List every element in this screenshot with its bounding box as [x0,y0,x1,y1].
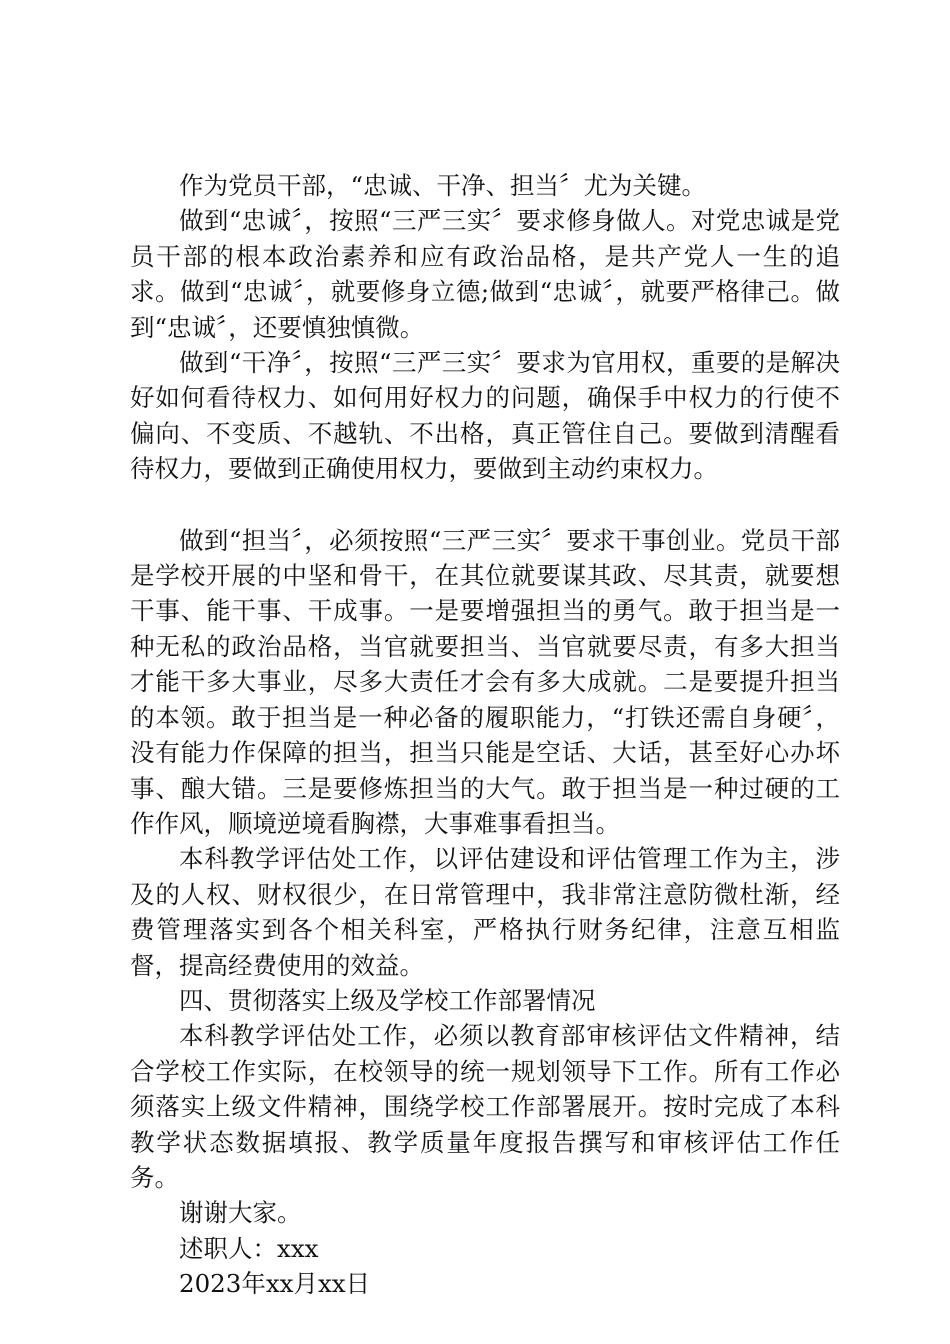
closing-date: 2023年xx月xx日 [179,1269,371,1299]
closing-signer: 述职人：xxx [179,1233,319,1263]
paragraph-responsibility: 做到“担当〞，必须按照“三严三实〞要求干事创业。党员干部是学校开展的中坚和骨干，在其位就要谋其政、尽其责，就要想干事、能干事、干成事。一是要增强担当的勇气。敢于担当是一种无私的政治品格，当官就要担当、当官就要尽责，有多大担当才能干多大事业，尽多大责任才会有多大成就。二是要提升担当的本领。敢于担当是一种必备的履职能力，“打铁还需自身硬〞，没有能力作保障的担当，担当只能是空话、大话，甚至好心办坏事、酿大错。三是要修炼担当的大气。敢于担当是一种过硬的工作作风，顺境逆境看胸襟，大事难事看担当。 [130,525,840,838]
paragraph-integrity: 做到“干净〞，按照“三严三实〞要求为官用权，重要的是解决好如何看待权力、如何用好权力的问题，确保手中权力的行使不偏向、不变质、不越轨、不出格，真正管住自己。要做到清醒看待权力，要做到正确使用权力，要做到主动约束权力。 [130,348,840,484]
paragraph-implementation: 本科教学评估处工作，必须以教育部审核评估文件精神，结合学校工作实际，在校领导的统一规划领导下工作。所有工作必须落实上级文件精神，围绕学校工作部署展开。按时完成了本科教学状态数据填报、教学质量年度报告撰写和审核评估工作任务。 [130,1021,840,1192]
paragraph-finance: 本科教学评估处工作，以评估建设和评估管理工作为主，涉及的人权、财权很少，在日常管理中，我非常注意防微杜渐，经费管理落实到各个相关科室，严格执行财务纪律，注意互相监督，提高经费使用的效益。 [130,844,840,980]
paragraph-intro: 作为党员干部，“忠诚、干净、担当〞尤为关键。 [179,171,707,200]
section-heading-four: 四、贯彻落实上级及学校工作部署情况 [179,985,596,1015]
paragraph-loyalty: 做到“忠诚〞，按照“三严三实〞要求修身做人。对党忠诚是党员干部的根本政治素养和应有政治品格，是共产党人一生的追求。做到“忠诚〞，就要修身立德;做到“忠诚〞，就要严格律己。做到“忠诚〞，还要慎独慎微。 [130,206,840,342]
document-page [130,168,840,1302]
closing-thanks: 谢谢大家。 [179,1198,302,1228]
